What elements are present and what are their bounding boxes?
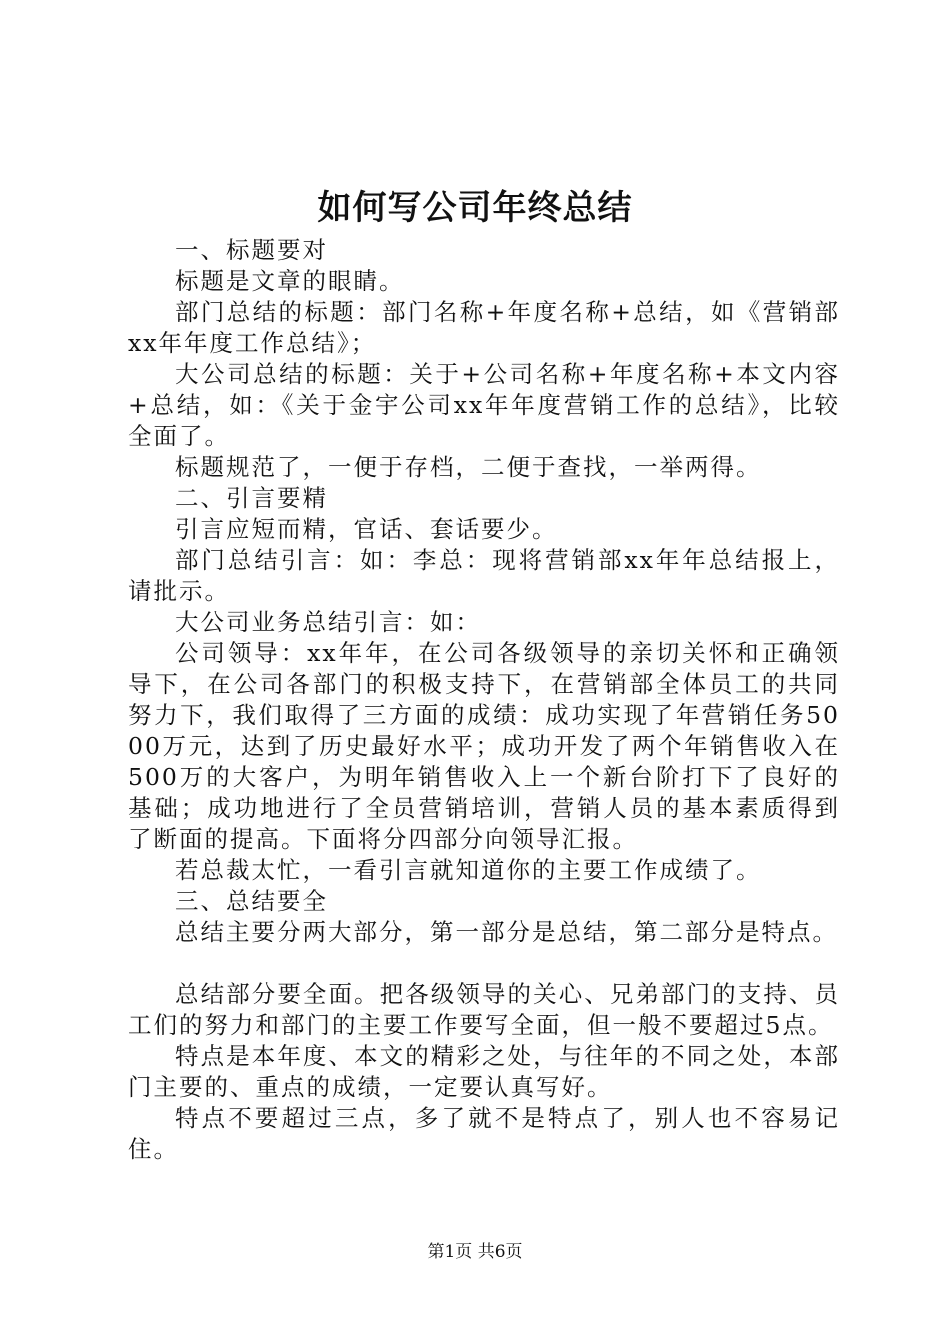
heading-section-2: 二、引言要精 xyxy=(175,484,328,512)
paragraph: 特点是本年度、本文的精彩之处，与往年的不同之处，本部门主要的、重点的成绩，一定要认真写好。 xyxy=(128,1042,840,1101)
document-body xyxy=(128,235,840,1165)
paragraph: 若总裁太忙，一看引言就知道你的主要工作成绩了。 xyxy=(175,856,762,884)
paragraph: 总结主要分两大部分，第一部分是总结，第二部分是特点。 xyxy=(175,918,838,946)
paragraph: 公司领导：xx年年，在公司各级领导的亲切关怀和正确领导下，在公司各部门的积极支持下，在营销部全体员工的共同努力下，我们取得了三方面的成绩：成功实现了年营销任务5000万元，达到了历史最好水平；成功开发了两个年销售收入在500万的大客户，为明年销售收入上一个新台阶打下了良好的基础；成功地进行了全员营销培训，营销人员的基本素质得到了断面的提高。下面将分四部分向领导汇报。 xyxy=(128,639,840,853)
paragraph: 部门总结的标题：部门名称+年度名称+总结，如《营销部xx年年度工作总结》； xyxy=(128,298,840,357)
paragraph: 特点不要超过三点，多了就不是特点了，别人也不容易记住。 xyxy=(128,1104,840,1163)
paragraph: 大公司业务总结引言：如： xyxy=(175,608,481,636)
blank-line xyxy=(128,948,840,979)
paragraph: 大公司总结的标题：关于+公司名称+年度名称+本文内容+总结，如：《关于金宇公司xx年年度营销工作的总结》，比较全面了。 xyxy=(128,360,840,450)
paragraph: 引言应短而精，官话、套话要少。 xyxy=(175,515,558,543)
paragraph: 部门总结引言：如：李总：现将营销部xx年年总结报上，请批示。 xyxy=(128,546,840,605)
page-number-footer: 第1页 共6页 xyxy=(427,1242,523,1262)
heading-section-1: 一、标题要对 xyxy=(175,236,328,264)
paragraph: 总结部分要全面。把各级领导的关心、兄弟部门的支持、员工们的努力和部门的主要工作要写全面，但一般不要超过5点。 xyxy=(128,980,840,1039)
paragraph: 标题规范了，一便于存档，二便于查找，一举两得。 xyxy=(175,453,762,481)
heading-section-3: 三、总结要全 xyxy=(175,887,328,915)
paragraph: 标题是文章的眼睛。 xyxy=(175,267,405,295)
document-title: 如何写公司年终总结 xyxy=(317,188,633,228)
